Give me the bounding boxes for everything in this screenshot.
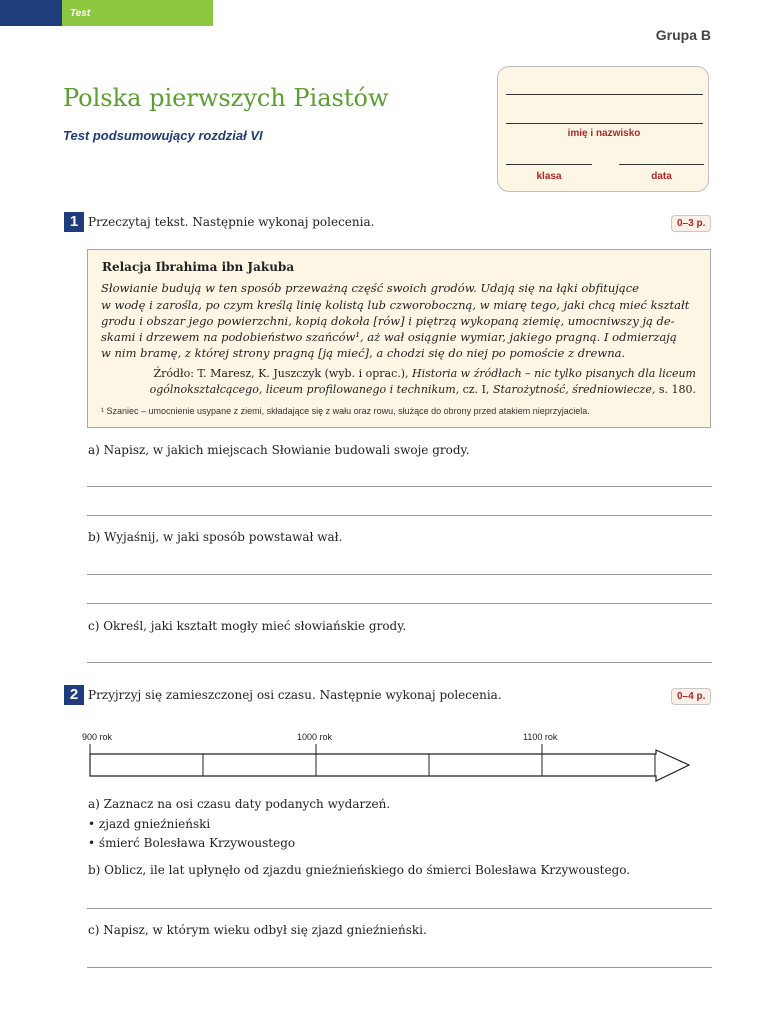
timeline-arrow xyxy=(90,750,689,781)
name-line-1[interactable] xyxy=(506,94,703,95)
answer-line[interactable] xyxy=(87,967,712,968)
name-line-2[interactable] xyxy=(506,123,703,124)
group-label: Grupa B xyxy=(655,27,711,43)
timeline-label-1000: 1000 rok xyxy=(297,732,333,742)
date-label: data xyxy=(651,171,672,182)
class-label: klasa xyxy=(536,171,562,182)
source-footnote: ¹ Szaniec – umocnienie usypane z ziemi, składające się z wału oraz rowu, służące do obrony przed atakiem nieprzyjaciela. xyxy=(101,406,590,416)
source-text-box xyxy=(87,249,711,428)
source-line: w nim bramę, z której strony pragną [ją mieć], a chodzi się do niej po pomoście z drewna. xyxy=(101,346,626,360)
source-reference-line-1 xyxy=(153,367,696,380)
source-title: Relacja Ibrahima ibn Jakuba xyxy=(102,260,295,274)
task-2-points: 0–4 p. xyxy=(671,688,711,705)
header-band-dark xyxy=(0,0,62,26)
task-1-question-c: c) Określ, jaki kształt mogły mieć słowiańskie grody. xyxy=(88,619,407,633)
source-line: Słowianie budują w ten sposób przeważną część swoich grodów. Udają się na łąki obfitujące xyxy=(101,281,639,295)
task-2-question-a: a) Zaznacz na osi czasu daty podanych wydarzeń. xyxy=(88,797,391,811)
task-2-instruction: Przyjrzyj się zamieszczonej osi czasu. Następnie wykonaj polecenia. xyxy=(88,688,502,702)
task-2-number: 2 xyxy=(64,685,84,705)
class-line[interactable] xyxy=(506,164,592,165)
source-ref-volume: Starożytność, średniowiecze, xyxy=(492,383,656,396)
bullet-item-text: zjazd gnieźnieński xyxy=(98,817,211,831)
source-line: grodu i obszar jego powierzchni, kopią dokoła [rów] i piętrzą wykopaną ziemię, umocniwszy ją de- xyxy=(101,314,675,328)
task-2-question-c: c) Napisz, w którym wieku odbył się zjazd gnieźnieński. xyxy=(88,923,427,937)
name-label: imię i nazwisko xyxy=(567,128,641,139)
task-1-question-b: b) Wyjaśnij, w jaki sposób powstawał wał. xyxy=(88,530,343,544)
task-1-number: 1 xyxy=(64,212,84,232)
bullet-item-text: śmierć Bolesława Krzywoustego xyxy=(98,836,296,850)
task-1-question-a: a) Napisz, w jakich miejscach Słowianie budowali swoje grody. xyxy=(88,443,470,457)
source-line: skami i drzewem na podobieństwo szańców¹, aż wał osiągnie wymiar, jakiego pragną. I odmierzają xyxy=(101,330,677,344)
timeline-label-1100: 1100 rok xyxy=(523,732,558,742)
answer-line[interactable] xyxy=(87,486,712,487)
timeline-axis[interactable] xyxy=(80,742,700,792)
source-ref-title-cont: ogólnokształcącego, liceum profilowanego i technikum, xyxy=(149,383,460,396)
task-1-instruction: Przeczytaj tekst. Następnie wykonaj polecenia. xyxy=(88,215,375,229)
answer-line[interactable] xyxy=(87,574,712,575)
source-line: w wodę i zarośla, po czym kreślą linię kolistą lub czworoboczną, w miarę tego, jaki chcą mieć kształt xyxy=(101,298,690,312)
header-test-label: Test xyxy=(70,8,91,19)
source-ref-page: s. 180. xyxy=(658,383,696,396)
task-1-points: 0–3 p. xyxy=(671,215,711,232)
answer-line[interactable] xyxy=(87,603,712,604)
bullet-item: • śmierć Bolesława Krzywoustego xyxy=(88,836,296,850)
page-subtitle: Test podsumowujący rozdział VI xyxy=(63,128,263,143)
page-title: Polska pierwszych Piastów xyxy=(63,84,389,112)
answer-line[interactable] xyxy=(87,908,712,909)
source-ref-title: Historia w źródłach – nic tylko pisanych dla liceum xyxy=(412,367,696,380)
source-reference-line-2 xyxy=(150,383,696,396)
answer-line[interactable] xyxy=(87,515,712,516)
source-ref-authors: Źródło: T. Maresz, K. Juszczyk (wyb. i oprac.), xyxy=(153,367,409,380)
bullet-item: • zjazd gnieźnieński xyxy=(88,817,211,831)
timeline-label-900: 900 rok xyxy=(82,732,113,742)
date-line[interactable] xyxy=(619,164,704,165)
student-info-card xyxy=(497,66,709,192)
source-ref-part: cz. I, xyxy=(462,383,490,396)
task-2-question-b: b) Oblicz, ile lat upłynęło od zjazdu gnieźnieńskiego do śmierci Bolesława Krzywoustego. xyxy=(88,863,631,877)
answer-line[interactable] xyxy=(87,662,712,663)
